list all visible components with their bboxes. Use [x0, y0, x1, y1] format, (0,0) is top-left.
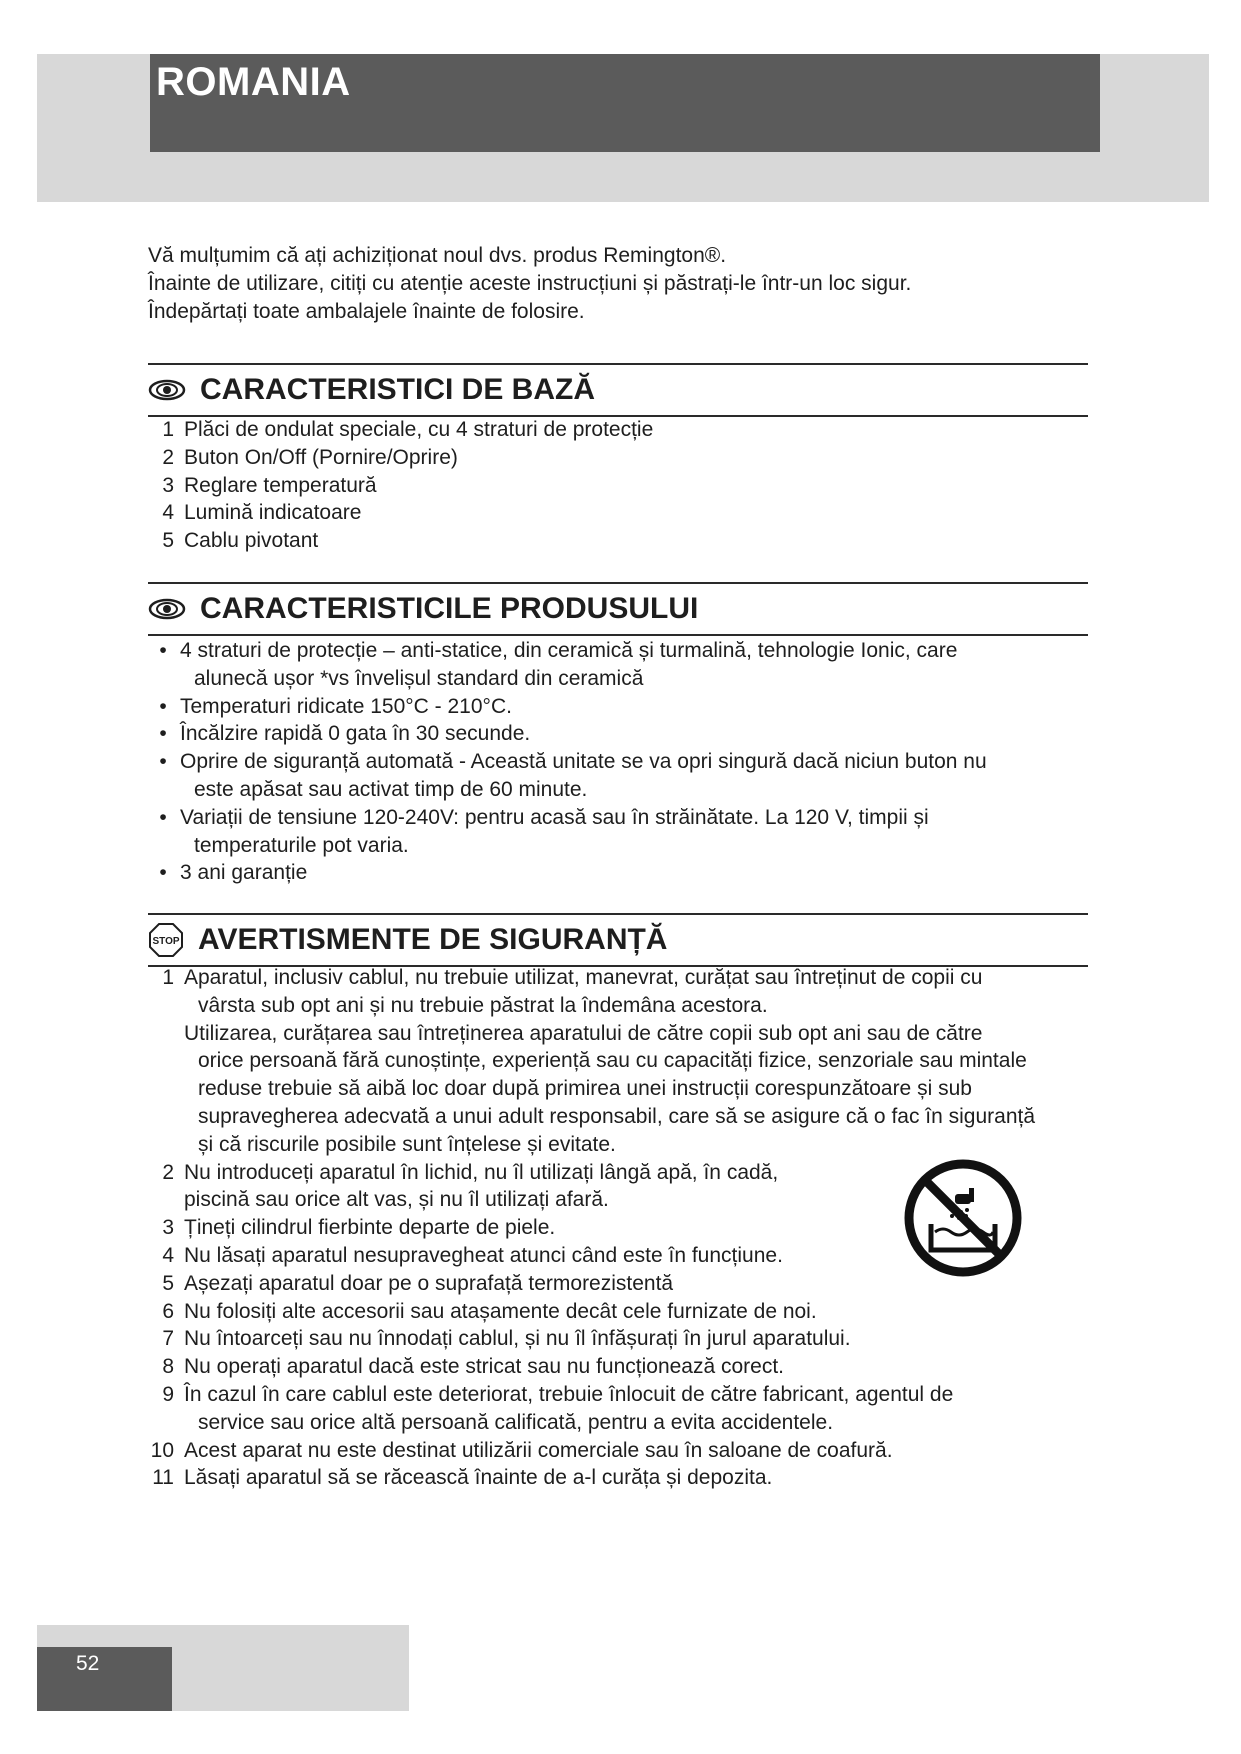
list-item: 5 Cablu pivotant [162, 529, 319, 553]
list-item: • Încălzire rapidă 0 gata în 30 secunde. [159, 722, 531, 746]
section-basic-heading [148, 363, 1088, 417]
intro-text [148, 242, 911, 326]
intro-line: Îndepărtați toate ambalajele înainte de folosire. [148, 300, 585, 323]
list-item: • Variații de tensiune 120-240V: pentru acasă sau în străinătate. La 120 V, timpii și temperaturile pot varia. [159, 805, 929, 857]
stop-icon [148, 922, 184, 958]
list-item: 4 Nu lăsați aparatul nesupravegheat atunci când este în funcțiune. [162, 1243, 783, 1267]
list-item: • 3 ani garanție [159, 861, 308, 885]
list-item: 1 Aparatul, inclusiv cablul, nu trebuie utilizat, manevrat, curățat sau întreținut de copii cu vârsta sub opt ani și nu trebuie păstrat la îndemâna acestora. Utilizarea, curățarea sau întreținerea aparatului de către copii sub opt ani sau de către orice persoană fără cunoștințe, experiență sau cu capacități fizice, senzoriale sau mintale reduse trebuie să aibă loc doar după primirea unei instrucții corespunzătoare și sub supravegherea adecvată a unui adult responsabil, care să se asigure că o fac în siguranță și că riscurile posibile sunt înțelese și evitate. [162, 966, 1036, 1156]
section-product-heading [148, 582, 1088, 636]
list-item: • 4 straturi de protecție – anti-statice, din ceramică și turmalină, tehnologie Ionic, care alunecă ușor *vs învelișul standard din ceramică [159, 639, 958, 690]
list-item: 4 Lumină indicatoare [162, 501, 362, 525]
intro-line: Vă mulțumim că ați achiziționat noul dvs. produs Remington®. [148, 244, 727, 267]
no-water-warning-icon [903, 1158, 1023, 1278]
basic-features-list [148, 416, 653, 555]
list-item: 8 Nu operați aparatul dacă este stricat sau nu funcționează corect. [162, 1355, 785, 1379]
list-item: 2 Nu introduceți aparatul în lichid, nu îl utilizați lângă apă, în cadă, piscină sau orice alt vas, și nu îl utilizați afară. [162, 1160, 779, 1212]
page-title: ROMANIA [156, 60, 351, 104]
eye-icon [148, 379, 186, 401]
list-item: 1 Plăci de ondulat speciale, cu 4 straturi de protecție [162, 418, 654, 441]
footer-number-box [37, 1647, 172, 1711]
list-item: • Oprire de siguranță automată - Această unitate se va opri singură dacă niciun buton nu este apăsat sau activat timp de 60 minute. [159, 750, 987, 801]
product-features-list [148, 637, 987, 887]
svg-text:STOP: STOP [152, 936, 180, 947]
section-title: CARACTERISTICI DE BAZĂ [200, 373, 595, 406]
page-number: 52 [76, 1652, 100, 1675]
section-safety-heading [148, 913, 1088, 967]
list-item: 11 Lăsați aparatul să se răcească înainte de a-l curăța și depozita. [152, 1466, 773, 1490]
list-item: 10 Acest aparat nu este destinat utilizării comerciale sau în saloane de coafură. [150, 1438, 893, 1462]
list-item: 5 Așezați aparatul doar pe o suprafață termorezistentă [162, 1271, 674, 1295]
list-item: 9 În cazul în care cablul este deteriorat, trebuie înlocuit de către fabricant, agentul de service sau orice altă persoană calificată, pentru a evita accidentele. [162, 1382, 954, 1434]
list-item: 3 Reglare temperatură [162, 473, 377, 497]
intro-line: Înainte de utilizare, citiți cu atenție aceste instrucțiuni și păstrați-le într-un loc sigur. [148, 272, 912, 295]
section-title: AVERTISMENTE DE SIGURANȚĂ [198, 923, 668, 956]
eye-icon [148, 598, 186, 620]
section-title: CARACTERISTICILE PRODUSULUI [200, 592, 699, 625]
list-item: 6 Nu folosiți alte accesorii sau atașamente decât cele furnizate de noi. [162, 1299, 817, 1323]
list-item: 2 Buton On/Off (Pornire/Oprire) [162, 445, 458, 469]
list-item: • Temperaturi ridicate 150°C - 210°C. [159, 694, 512, 718]
list-item: 7 Nu întoarceți sau nu înnodați cablul, și nu îl înfășurați în jurul aparatului. [162, 1327, 851, 1351]
safety-warnings-list [148, 964, 1035, 1492]
list-item: 3 Țineți cilindrul fierbinte departe de piele. [162, 1216, 556, 1240]
